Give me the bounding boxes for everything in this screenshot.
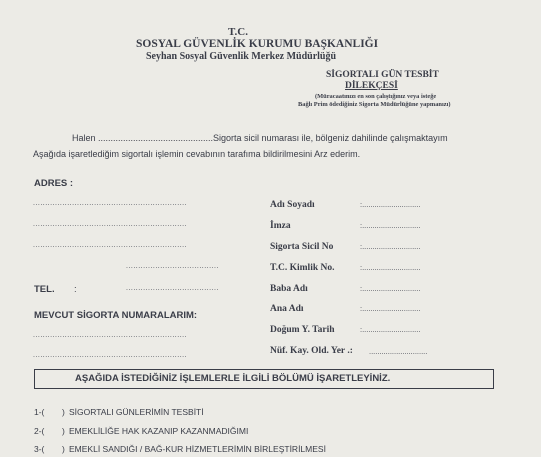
option-1-text: SİGORTALI GÜNLERİMİN TESBİTİ [69,407,204,417]
petition-note-2: Bağlı Prim ödediğiniz Sigorta Müdürlüğüne yapmanızı) [298,101,451,108]
field-dogum-tarihi: Doğum Y. Tarih [270,325,335,335]
address-line-2: ............................................................... [33,221,188,228]
tel-label: TEL. [34,284,55,295]
field-imza: İmza [270,221,291,231]
org-name: SOSYAL GÜVENLİK KURUMU BAŞKANLIĞI [136,38,379,50]
option-2-num: 2-( [34,426,45,436]
intro-line-2: Aşağıda işaretlediğim sigortalı işlemin cevabının tarafıma bildirilmesini Arz ederim. [33,149,361,159]
field-sicil-no-value: :............................ [360,242,421,251]
intro-line-1: Halen ..............................................Sigorta sicil numarası ile, bölgeniz dahilinde çalışmaktayım [72,133,448,143]
field-ana-adi: Ana Adı [270,304,304,314]
field-kimlik-no-value: :............................ [360,263,421,272]
option-1-num: 1-( [34,407,45,417]
field-nufus-kayit-yeri-value: ............................ [369,347,428,356]
address-label: ADRES : [34,178,74,189]
field-nufus-kayit-yeri: Nüf. Kay. Old. Yer .: [270,346,353,356]
petition-title: SİGORTALI GÜN TESBİT [326,70,439,80]
option-3-num: 3-( [34,444,45,454]
field-ana-adi-value: :............................ [360,304,421,313]
insurance-numbers-label: MEVCUT SİGORTA NUMARALARIM: [34,310,198,321]
option-2-text: EMEKLİLİĞE HAK KAZANIP KAZANMADIĞIMI [69,426,249,436]
field-ad-soyadi-value: :............................ [360,200,421,209]
field-ad-soyadi: Adı Soyadı [270,200,315,210]
org-abbr: T.C. [228,26,248,38]
address-line-4: ...................................... [126,263,219,270]
petition-note-1: (Müracaatınızı en son çalıştığınız veya isteğe [315,93,437,100]
insurance-line-1: ............................................................... [33,332,188,339]
field-imza-value: :............................ [360,221,421,230]
petition-subtitle: DİLEKÇESİ [345,81,398,91]
option-3-checkbox[interactable]: ) [62,444,65,454]
field-kimlik-no: T.C. Kimlik No. [270,263,335,273]
office-name: Seyhan Sosyal Güvenlik Merkez Müdürlüğü [146,51,337,62]
field-dogum-tarihi-value: :............................ [360,325,421,334]
address-line-3: ............................................................... [33,242,188,249]
instruction-box [34,369,494,389]
instruction-text: AŞAĞIDA İSTEDİĞİNİZ İŞLEMLERLE İLGİLİ BÖLÜMÜ İŞARETLEYİNİZ. [75,373,391,384]
option-1-checkbox[interactable]: ) [62,407,65,417]
insurance-line-2: ............................................................... [33,352,188,359]
field-baba-adi-value: :............................ [360,284,421,293]
tel-colon: : [74,284,77,295]
tel-dots: ...................................... [126,285,219,292]
address-line-1: ............................................................... [33,200,188,207]
field-sicil-no: Sigorta Sicil No [270,242,334,252]
option-3-text: EMEKLİ SANDIĞI / BAĞ-KUR HİZMETLERİMİN BİRLEŞTİRİLMESİ [69,444,326,454]
field-baba-adi: Baba Adı [270,284,308,294]
option-2-checkbox[interactable]: ) [62,426,65,436]
